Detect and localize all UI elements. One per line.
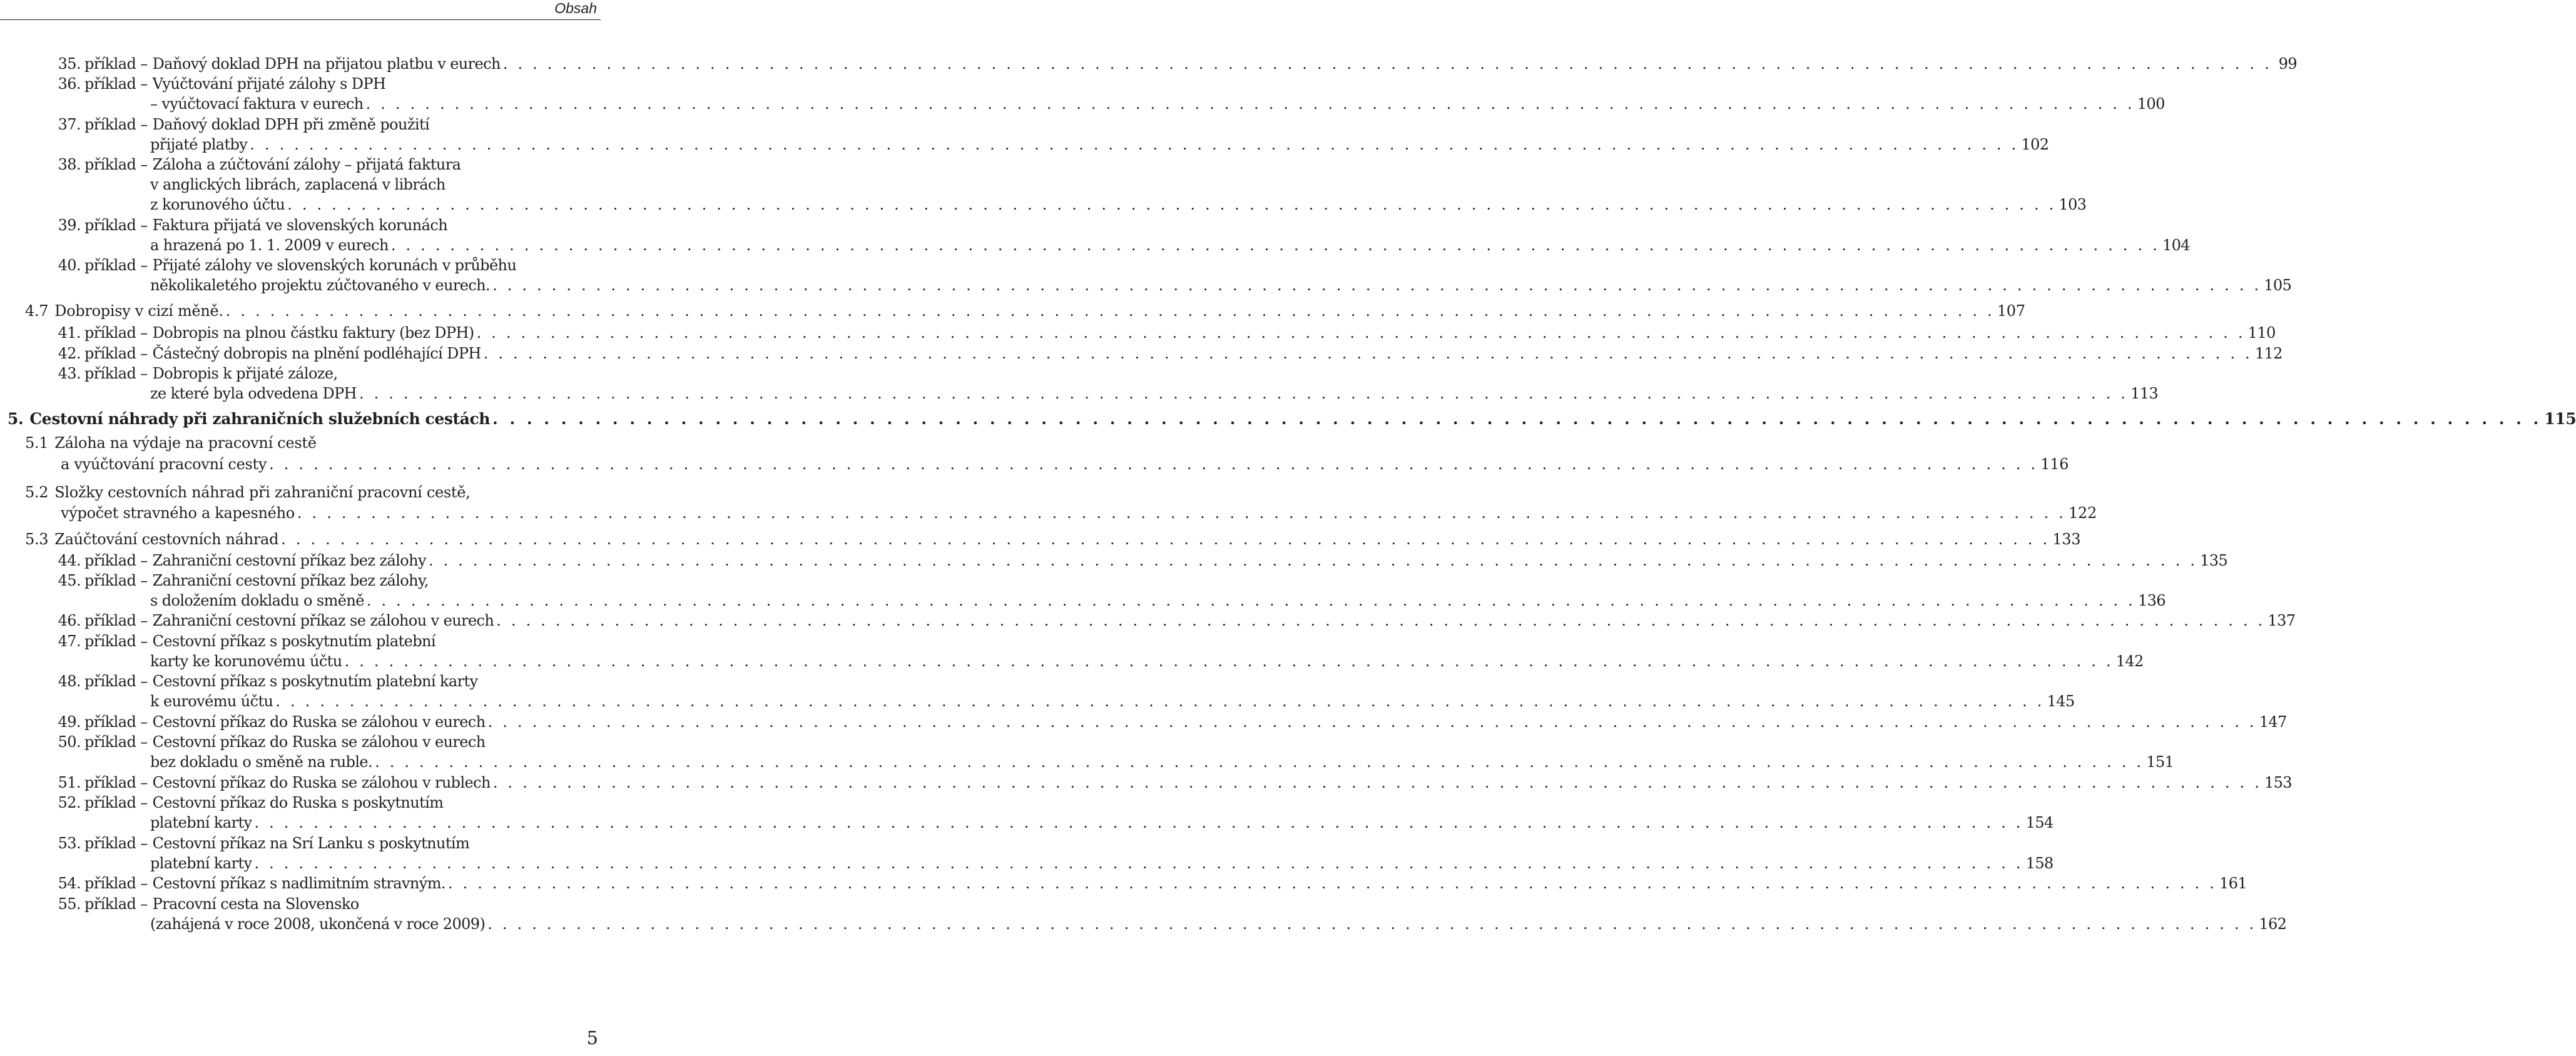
entry-page-number: 113 xyxy=(2131,385,2159,402)
dot-leader: . . . . . . . . . . . . . . . . . . . . . . . . . . . . . . . . . . . . . . . . . . . . . . . . . . . . . . . . . . . . . . . . . . . . . . . . . . . . . . . . . . . . . . . . . . . . . . . . . . . . . . . . . . . . . . . . . . . . . . . . xyxy=(496,612,2266,629)
entry-number: 45. xyxy=(58,572,81,589)
entry-title: Daňový doklad DPH na přijatou platbu v eurech xyxy=(152,55,501,73)
entry-number: 53. xyxy=(58,835,81,852)
entry-label: příklad – xyxy=(84,794,148,811)
entry-page-number: 137 xyxy=(2268,612,2296,629)
entry-title: Cestovní příkaz s poskytnutím platební xyxy=(152,632,435,650)
toc-entry[interactable] xyxy=(51,612,2296,629)
entry-title: platební karty xyxy=(150,814,252,831)
entry-title: Záloha a zúčtování zálohy – přijatá faktura xyxy=(152,156,461,173)
dot-leader: . . . . . . . . . . . . . . . . . . . . . . . . . . . . . . . . . . . . . . . . . . . . . . . . . . . . . . . . . . . . . . . . . . . . . . . . . . . . . . . . . . . . . . . . . . . . . . . . . . . . . . . . . . . . . . . . . . . . . . . . xyxy=(287,196,2057,213)
entry-number: 4.7 xyxy=(25,302,49,320)
entry-title: Faktura přijatá ve slovenských korunách xyxy=(152,216,448,234)
toc-entry[interactable] xyxy=(25,531,2081,548)
entry-title: a vyúčtování pracovní cesty xyxy=(61,455,267,473)
dot-leader: . . . . . . . . . . . . . . . . . . . . . . . . . . . . . . . . . . . . . . . . . . . . . . . . . . . . . . . . . . . . . . . . . . . . . . . . . . . . . . . . . . . . . . . . . . . . . . . . . . . . . . . . . . . . . . . . . . . . . . . . xyxy=(447,875,2217,892)
dot-leader: . . . . . . . . . . . . . . . . . . . . . . . . . . . . . . . . . . . . . . . . . . . . . . . . . . . . . . . . . . . . . . . . . . . . . . . . . . . . . . . . . . . . . . . . . . . . . . . . . . . . . . . . . . . . . . . . . . . . . . . . xyxy=(366,592,2136,609)
entry-label: příklad – xyxy=(84,895,148,913)
entry-number: 43. xyxy=(58,365,81,382)
toc-entry[interactable] xyxy=(61,504,2097,522)
toc-entry-line[interactable] xyxy=(51,216,447,234)
entry-number: 47. xyxy=(58,632,81,650)
entry-page-number: 104 xyxy=(2162,236,2190,254)
entry-title: Složky cestovních náhrad při zahraniční pracovní cestě, xyxy=(54,484,471,501)
entry-label: příklad – xyxy=(84,216,148,234)
entry-label: příklad – xyxy=(84,116,148,133)
entry-title: Cestovní příkaz do Ruska se zálohou v eurech xyxy=(152,733,486,751)
entry-label: příklad – xyxy=(84,345,148,362)
entry-number: 49. xyxy=(58,713,81,731)
entry-title: výpočet stravného a kapesného xyxy=(61,504,295,522)
entry-title: Zahraniční cestovní příkaz bez zálohy xyxy=(152,552,426,569)
dot-leader: . . . . . . . . . . . . . . . . . . . . . . . . . . . . . . . . . . . . . . . . . . . . . . . . . . . . . . . . . . . . . . . . . . . . . . . . . . . . . . . . . . . . . . . . . . . . . . . . . . . . . . . . . . . . . . . . . . . . . . . . xyxy=(365,95,2135,113)
entry-number: 35. xyxy=(58,55,81,73)
toc-entry-line[interactable] xyxy=(51,572,429,589)
entry-title: Pracovní cesta na Slovensko xyxy=(152,895,359,913)
entry-label: příklad – xyxy=(84,552,148,569)
entry-number: 54. xyxy=(58,875,81,892)
entry-title: Částečný dobropis na plnění podléhající DPH xyxy=(152,345,481,362)
entry-title: přijaté platby xyxy=(150,136,248,153)
entry-page-number: 103 xyxy=(2059,196,2087,213)
dot-leader: . . . . . . . . . . . . . . . . . . . . . . . . . . . . . . . . . . . . . . . . . . . . . . . . . . . . . . . . . . . . . . . . . . . . . . . . . . . . . . . . . . . . . . . . . . . . . . . . . . . . . . . . . . . . . . . . . . . . . . . . xyxy=(502,55,2272,73)
entry-label: příklad – xyxy=(84,733,148,751)
toc-entry[interactable] xyxy=(51,875,2248,892)
entry-title: Cestovní příkaz do Ruska se zálohou v eurech xyxy=(152,713,486,731)
entry-page-number: 100 xyxy=(2137,95,2165,113)
entry-page-number: 116 xyxy=(2040,455,2069,473)
entry-page-number: 162 xyxy=(2259,915,2287,933)
entry-title: Dobropisy v cizí měně. xyxy=(54,302,223,320)
dot-leader: . . . . . . . . . . . . . . . . . . . . . . . . . . . . . . . . . . . . . . . . . . . . . . . . . . . . . . . . . . . . . . . . . . . . . . . . . . . . . . . . . . . . . . . . . . . . . . . . . . . . . . . . . . . . . . . . . . . . . . . . xyxy=(254,814,2024,831)
entry-number: 55. xyxy=(58,895,81,913)
entry-title: Cestovní příkaz s nadlimitním stravným. xyxy=(152,875,445,892)
dot-leader: . . . . . . . . . . . . . . . . . . . . . . . . . . . . . . . . . . . . . . . . . . . . . . . . . . . . . . . . . . . . . . . . . . . . . . . . . . . . . . . . . . . . . . . . . . . . . . . . . . . . . . . . . . . . . . . . . . . . . . . . xyxy=(225,302,1995,320)
entry-label: příklad – xyxy=(84,75,148,93)
toc-entry[interactable] xyxy=(150,855,2054,872)
header-rule xyxy=(0,19,601,20)
entry-label: příklad – xyxy=(84,713,148,731)
toc-entry-line[interactable] xyxy=(25,434,317,452)
dot-leader: . . . . . . . . . . . . . . . . . . . . . . . . . . . . . . . . . . . . . . . . . . . . . . . . . . . . . . . . . . . . . . . . . . . . . . . . . . . . . . . . . . . . . . . . . . . . . . . . . . . . . . . . . . . . . . . . . . . . . . . . xyxy=(344,652,2114,670)
toc-entry-line[interactable] xyxy=(51,733,486,751)
dot-leader: . . . . . . . . . . . . . . . . . . . . . . . . . . . . . . . . . . . . . . . . . . . . . . . . . . . . . . . . . . . . . . . . . . . . . . . . . . . . . . . . . . . . . . . . . . . . . . . . . . . . . . . . . . . . . . . . . . . . . . . . xyxy=(254,855,2024,872)
dot-leader: . . . . . . . . . . . . . . . . . . . . . . . . . . . . . . . . . . . . . . . . . . . . . . . . . . . . . . . . . . . . . . . . . . . . . . . . . . . . . . . . . . . . . . . . . . . . . . . . . . . . . . . . . . . . . . . . . . . . . . . . xyxy=(487,915,2257,933)
entry-label: příklad – xyxy=(84,774,148,791)
entry-title: – vyúčtovací faktura v eurech xyxy=(150,95,364,113)
dot-leader: . . . . . . . . . . . . . . . . . . . . . . . . . . . . . . . . . . . . . . . . . . . . . . . . . . . . . . . . . . . . . . . . . . . . . . . . . . . . . . . . . . . . . . . . . . . . . . . . . . . . . . . . . . . . . . . . . . . . . . . . xyxy=(492,774,2262,791)
entry-page-number: 154 xyxy=(2025,814,2054,831)
entry-number: 38. xyxy=(58,156,81,173)
entry-number: 5.1 xyxy=(25,434,49,452)
entry-number: 39. xyxy=(58,216,81,234)
entry-label: příklad – xyxy=(84,55,148,73)
entry-title: (zahájená v roce 2008, ukončená v roce 2009) xyxy=(150,915,486,933)
toc-entry[interactable] xyxy=(51,345,2283,362)
entry-title: Cestovní příkaz s poskytnutím platební karty xyxy=(152,673,478,690)
entry-title: z korunového účtu xyxy=(150,196,285,213)
entry-page-number: 142 xyxy=(2115,652,2144,670)
toc-entry-line[interactable] xyxy=(51,895,359,913)
entry-title: Přijaté zálohy ve slovenských korunách v průběhu xyxy=(152,256,517,274)
toc-entry[interactable] xyxy=(51,713,2287,731)
entry-page-number: 158 xyxy=(2025,855,2054,872)
toc-entry[interactable] xyxy=(150,136,2049,153)
entry-number: 41. xyxy=(58,324,81,342)
toc-entry-line[interactable] xyxy=(51,673,477,690)
entry-number: 36. xyxy=(58,75,81,93)
entry-title: několikaletého projektu zúčtovaného v eurech. xyxy=(150,277,491,294)
entry-title: Daňový doklad DPH při změně použití xyxy=(152,116,430,133)
toc-entry[interactable] xyxy=(150,753,2174,771)
entry-title: platební karty xyxy=(150,855,252,872)
entry-number: 46. xyxy=(58,612,81,629)
entry-number: 37. xyxy=(58,116,81,133)
toc-entry[interactable] xyxy=(150,95,2165,113)
entry-title: Zaúčtování cestovních náhrad xyxy=(54,531,279,548)
dot-leader: . . . . . . . . . . . . . . . . . . . . . . . . . . . . . . . . . . . . . . . . . . . . . . . . . . . . . . . . . . . . . . . . . . . . . . . . . . . . . . . . . . . . . . . . . . . . . . . . . . . . . . . . . . . . . . . . . . . . . . . . xyxy=(487,713,2257,731)
toc-entry[interactable] xyxy=(51,552,2228,569)
toc-entry[interactable] xyxy=(150,385,2159,402)
toc-entry[interactable] xyxy=(25,302,2025,320)
dot-leader: . . . . . . . . . . . . . . . . . . . . . . . . . . . . . . . . . . . . . . . . . . . . . . . . . . . . . . . . . . . . . . . . . . . . . . . . . . . . . . . . . . . . . . . . . . . . . . . . . . . . . . . . . . . . . . . . . . . . . . . . xyxy=(483,345,2253,362)
dot-leader: . . . . . . . . . . . . . . . . . . . . . . . . . . . . . . . . . . . . . . . . . . . . . . . . . . . . . . . . . . . . . . . . . . . . . . . . . . . . . . . . . . . . . . . . . . . . . . . . . . . . . . . . . . . . . . . . . . . . . . . . xyxy=(390,236,2160,254)
entry-title: bez dokladu o směně na ruble. xyxy=(150,753,373,771)
entry-title: Vyúčtování přijaté zálohy s DPH xyxy=(152,75,386,93)
entry-page-number: 136 xyxy=(2137,592,2166,609)
entry-number: 5.2 xyxy=(25,484,49,501)
dot-leader: . . . . . . . . . . . . . . . . . . . . . . . . . . . . . . . . . . . . . . . . . . . . . . . . . . . . . . . . . . . . . . . . . . . . . . . . . . . . . . . . . . . . . . . . . . . . . . . . . . . . . . . . . . . . . . . . . . . . . . . . xyxy=(269,455,2039,473)
entry-title: Cestovní příkaz do Ruska se zálohou v rublech xyxy=(152,774,491,791)
entry-title: Zahraniční cestovní příkaz se zálohou v eurech xyxy=(152,612,494,629)
entry-label: příklad – xyxy=(84,156,148,173)
dot-leader: . . . . . . . . . . . . . . . . . . . . . . . . . . . . . . . . . . . . . . . . . . . . . . . . . . . . . . . . . . . . . . . . . . . . . . . . . . . . . . . . . . . . . . . . . . . . . . . . . . . . . . . . . . . . . . . . . . . . . . . . xyxy=(492,410,2542,428)
entry-title: Zahraniční cestovní příkaz bez zálohy, xyxy=(152,572,429,589)
dot-leader: . . . . . . . . . . . . . . . . . . . . . . . . . . . . . . . . . . . . . . . . . . . . . . . . . . . . . . . . . . . . . . . . . . . . . . . . . . . . . . . . . . . . . . . . . . . . . . . . . . . . . . . . . . . . . . . . . . . . . . . . xyxy=(428,552,2198,569)
toc-entry-line[interactable] xyxy=(25,484,470,501)
toc-entry-line[interactable] xyxy=(51,835,469,852)
entry-page-number: 112 xyxy=(2254,345,2283,362)
toc-entry[interactable] xyxy=(150,196,2087,213)
entry-page-number: 122 xyxy=(2069,504,2097,522)
entry-page-number: 133 xyxy=(2052,531,2081,548)
toc-entry[interactable] xyxy=(150,652,2144,670)
entry-label: příklad – xyxy=(84,835,148,852)
entry-page-number: 151 xyxy=(2146,753,2174,771)
entry-number: 42. xyxy=(58,345,81,362)
entry-title: Dobropis k přijaté záloze, xyxy=(152,365,338,382)
toc-entry[interactable] xyxy=(8,410,2576,428)
entry-title: Záloha na výdaje na pracovní cestě xyxy=(54,434,317,452)
dot-leader: . . . . . . . . . . . . . . . . . . . . . . . . . . . . . . . . . . . . . . . . . . . . . . . . . . . . . . . . . . . . . . . . . . . . . . . . . . . . . . . . . . . . . . . . . . . . . . . . . . . . . . . . . . . . . . . . . . . . . . . . xyxy=(359,385,2129,402)
toc-entry-line[interactable] xyxy=(51,794,443,811)
entry-number: 48. xyxy=(58,673,81,690)
toc-entry[interactable] xyxy=(61,455,2069,473)
entry-page-number: 99 xyxy=(2278,55,2297,73)
toc-entry[interactable] xyxy=(150,277,2292,294)
entry-title: Cestovní příkaz na Srí Lanku s poskytnutím xyxy=(152,835,470,852)
entry-number: 40. xyxy=(58,256,81,274)
entry-label: příklad – xyxy=(84,256,148,274)
dot-leader: . . . . . . . . . . . . . . . . . . . . . . . . . . . . . . . . . . . . . . . . . . . . . . . . . . . . . . . . . . . . . . . . . . . . . . . . . . . . . . . . . . . . . . . . . . . . . . . . . . . . . . . . . . . . . . . . . . . . . . . . xyxy=(275,693,2045,710)
dot-leader: . . . . . . . . . . . . . . . . . . . . . . . . . . . . . . . . . . . . . . . . . . . . . . . . . . . . . . . . . . . . . . . . . . . . . . . . . . . . . . . . . . . . . . . . . . . . . . . . . . . . . . . . . . . . . . . . . . . . . . . . xyxy=(281,531,2050,548)
entry-label: příklad – xyxy=(84,612,148,629)
entry-title: a hrazená po 1. 1. 2009 v eurech xyxy=(150,236,389,254)
entry-title: Dobropis na plnou částku faktury (bez DPH) xyxy=(152,324,474,342)
entry-label: příklad – xyxy=(84,875,148,892)
entry-page-number: 105 xyxy=(2264,277,2292,294)
entry-page-number: 153 xyxy=(2264,774,2292,791)
toc-entry[interactable] xyxy=(150,592,2166,609)
toc-entry[interactable] xyxy=(150,915,2287,933)
page-number: 5 xyxy=(586,1027,598,1048)
toc-entry[interactable] xyxy=(150,693,2075,710)
toc-entry-line[interactable] xyxy=(51,365,337,382)
entry-label: příklad – xyxy=(84,365,148,382)
entry-title: k eurovému účtu xyxy=(150,693,273,710)
entry-number: 5. xyxy=(8,410,24,428)
dot-leader: . . . . . . . . . . . . . . . . . . . . . . . . . . . . . . . . . . . . . . . . . . . . . . . . . . . . . . . . . . . . . . . . . . . . . . . . . . . . . . . . . . . . . . . . . . . . . . . . . . . . . . . . . . . . . . . . . . . . . . . . xyxy=(297,504,2066,522)
entry-number: 52. xyxy=(58,794,81,811)
entry-page-number: 135 xyxy=(2200,552,2228,569)
entry-title: Cestovní příkaz do Ruska s poskytnutím xyxy=(152,794,444,811)
entry-page-number: 107 xyxy=(1997,302,2025,320)
entry-title: karty ke korunovému účtu xyxy=(150,652,342,670)
entry-title: v anglických librách, zaplacená v librách xyxy=(150,176,445,193)
toc-entry[interactable] xyxy=(51,774,2292,791)
entry-page-number: 145 xyxy=(2047,693,2075,710)
entry-page-number: 115 xyxy=(2544,410,2576,428)
toc-entry[interactable] xyxy=(51,324,2276,342)
entry-number: 44. xyxy=(58,552,81,569)
dot-leader: . . . . . . . . . . . . . . . . . . . . . . . . . . . . . . . . . . . . . . . . . . . . . . . . . . . . . . . . . . . . . . . . . . . . . . . . . . . . . . . . . . . . . . . . . . . . . . . . . . . . . . . . . . . . . . . . . . . . . . . . xyxy=(375,753,2144,771)
header-title: Obsah xyxy=(554,0,597,16)
entry-title: Cestovní náhrady při zahraničních služebních cestách xyxy=(29,410,491,428)
toc-entry-line[interactable] xyxy=(51,632,435,650)
entry-number: 5.3 xyxy=(25,531,49,548)
entry-page-number: 110 xyxy=(2248,324,2276,342)
toc-entry-line[interactable] xyxy=(51,75,385,93)
dot-leader: . . . . . . . . . . . . . . . . . . . . . . . . . . . . . . . . . . . . . . . . . . . . . . . . . . . . . . . . . . . . . . . . . . . . . . . . . . . . . . . . . . . . . . . . . . . . . . . . . . . . . . . . . . . . . . . . . . . . . . . . xyxy=(476,324,2246,342)
toc-entry[interactable] xyxy=(51,55,2297,73)
entry-label: příklad – xyxy=(84,324,148,342)
entry-page-number: 161 xyxy=(2219,875,2248,892)
entry-number: 50. xyxy=(58,733,81,751)
toc-entry[interactable] xyxy=(150,236,2190,254)
dot-leader: . . . . . . . . . . . . . . . . . . . . . . . . . . . . . . . . . . . . . . . . . . . . . . . . . . . . . . . . . . . . . . . . . . . . . . . . . . . . . . . . . . . . . . . . . . . . . . . . . . . . . . . . . . . . . . . . . . . . . . . . xyxy=(492,277,2262,294)
toc-entry-line[interactable] xyxy=(51,156,461,173)
toc-entry-line[interactable] xyxy=(51,116,429,133)
entry-label: příklad – xyxy=(84,572,148,589)
dot-leader: . . . . . . . . . . . . . . . . . . . . . . . . . . . . . . . . . . . . . . . . . . . . . . . . . . . . . . . . . . . . . . . . . . . . . . . . . . . . . . . . . . . . . . . . . . . . . . . . . . . . . . . . . . . . . . . . . . . . . . . . xyxy=(250,136,2019,153)
entry-page-number: 102 xyxy=(2021,136,2049,153)
toc-entry[interactable] xyxy=(150,814,2054,831)
entry-title: ze které byla odvedena DPH xyxy=(150,385,357,402)
entry-label: příklad – xyxy=(84,632,148,650)
toc-entry-line[interactable] xyxy=(150,176,445,193)
entry-number: 51. xyxy=(58,774,81,791)
entry-label: příklad – xyxy=(84,673,148,690)
entry-page-number: 147 xyxy=(2259,713,2287,731)
toc-entry-line[interactable] xyxy=(51,256,516,274)
entry-title: s doložením dokladu o směně xyxy=(150,592,364,609)
